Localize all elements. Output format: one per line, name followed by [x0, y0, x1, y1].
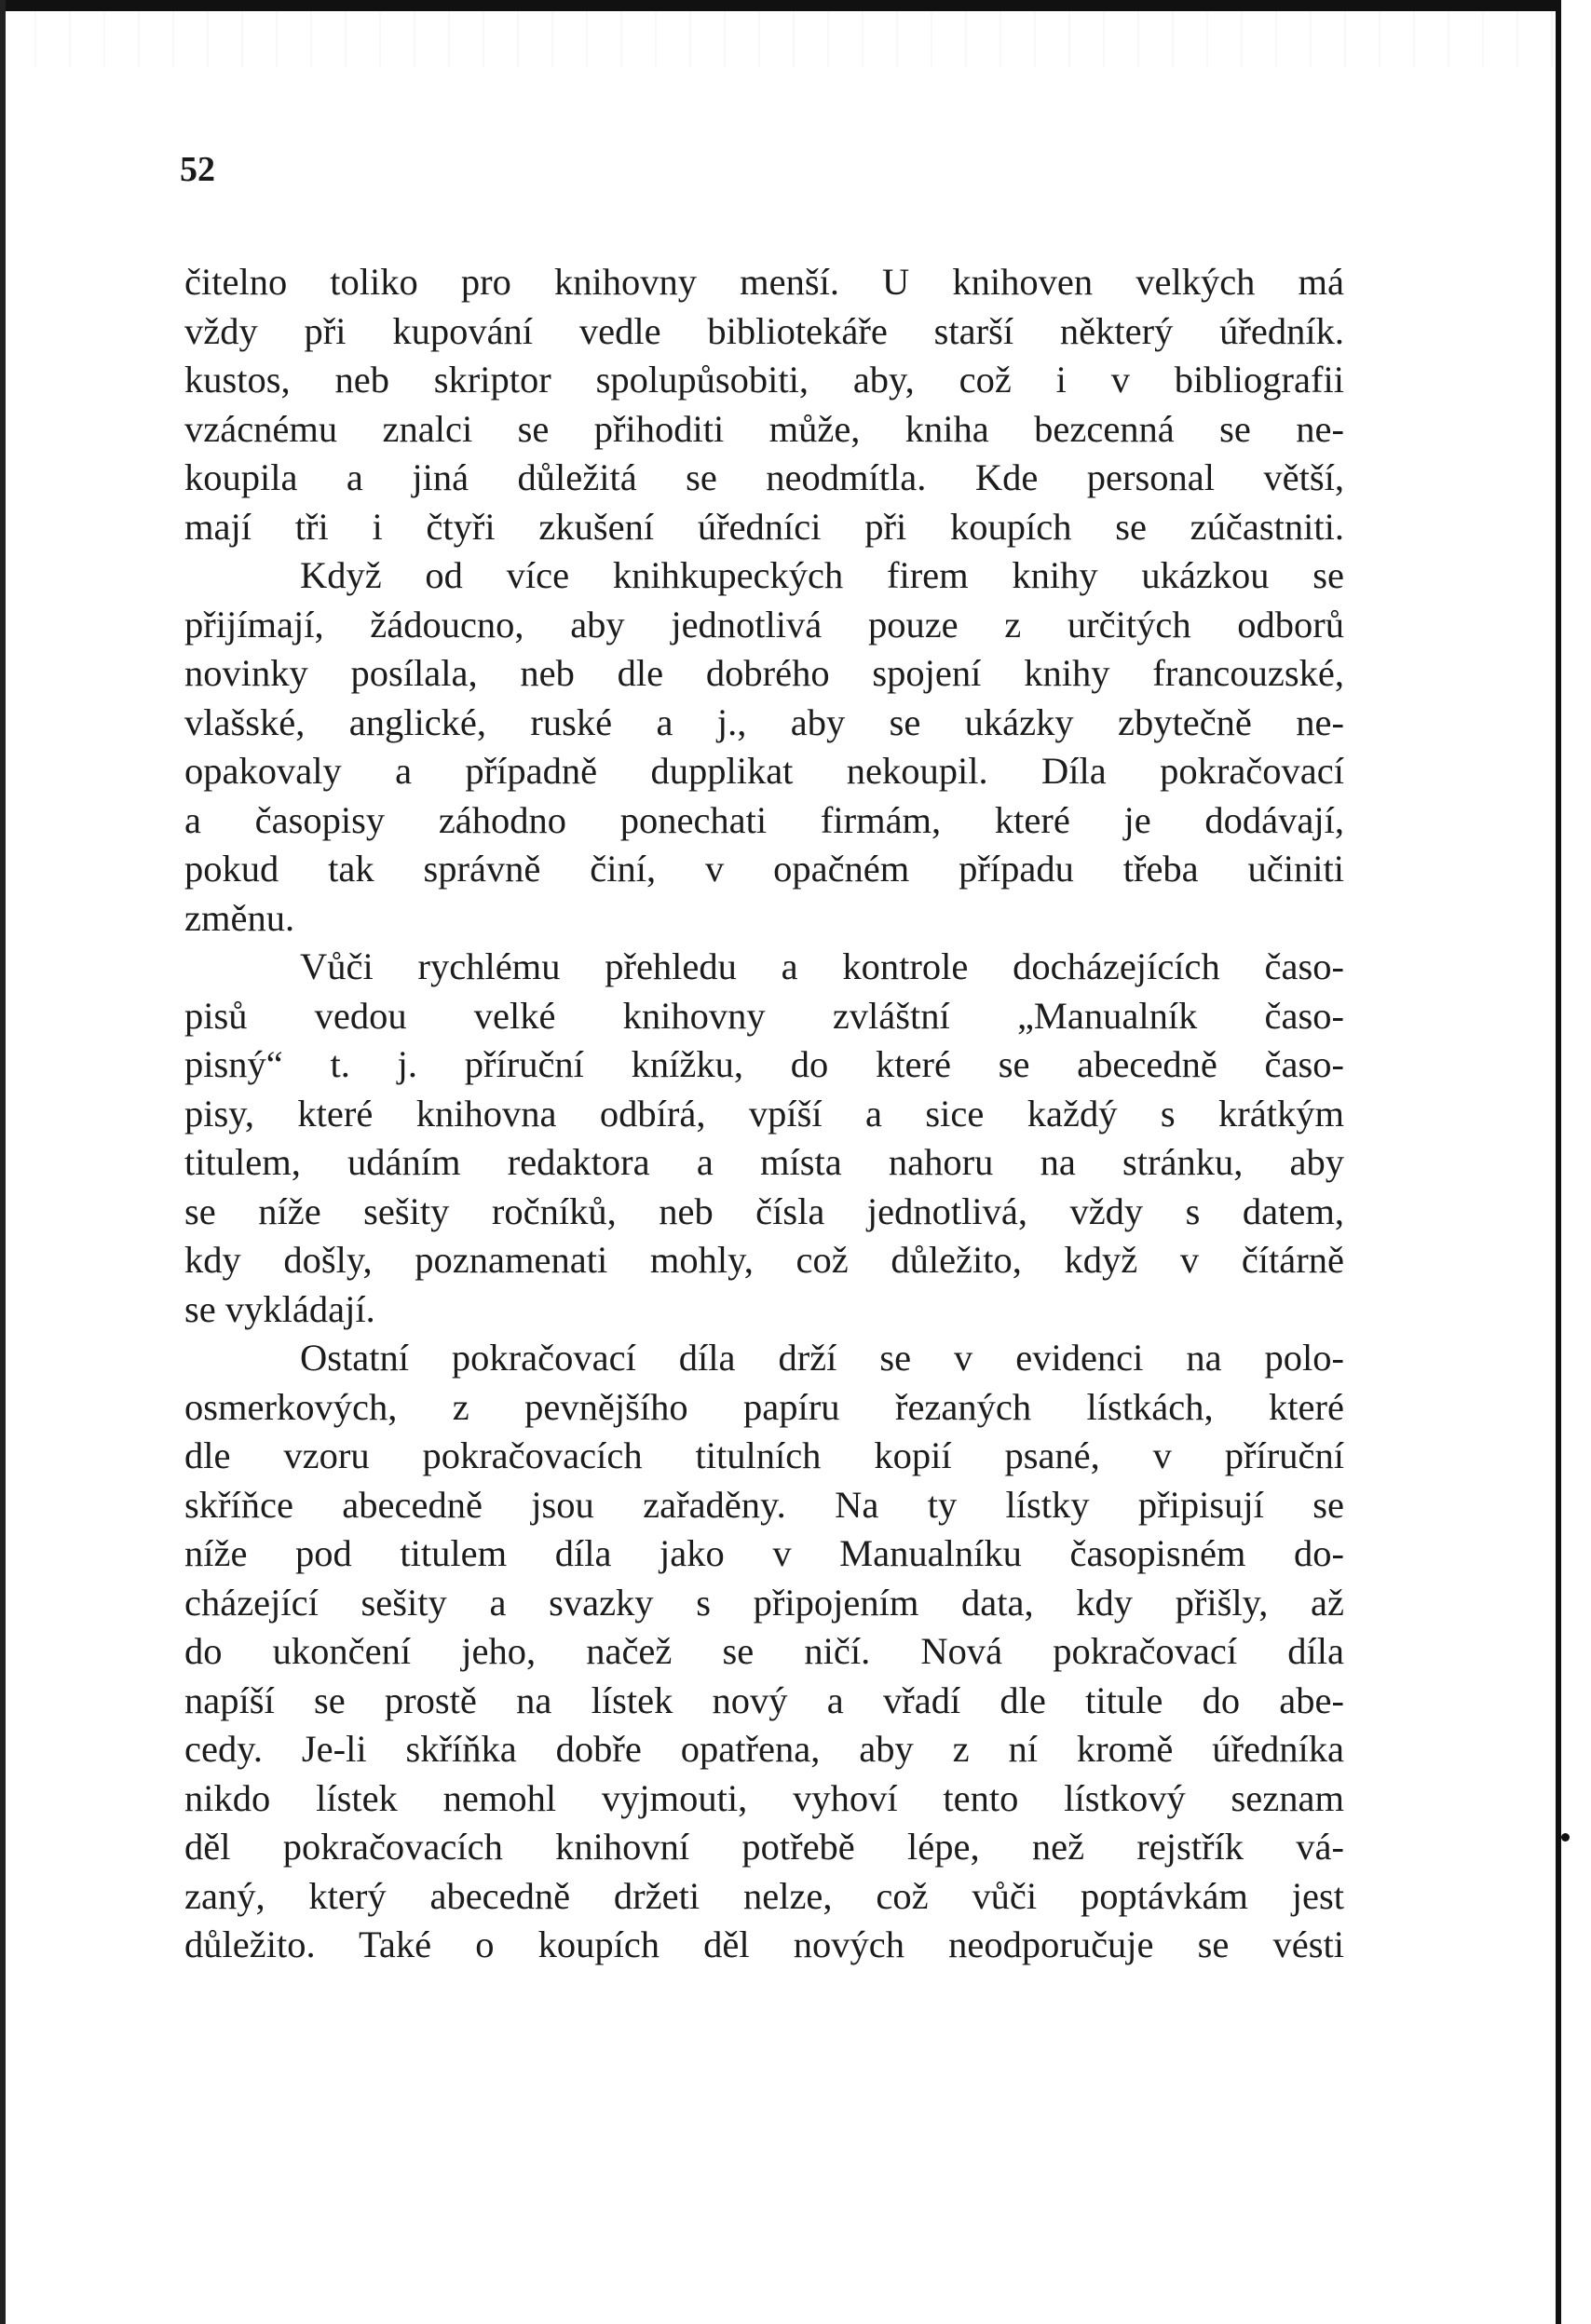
text-line: kustos, neb skriptor spolupůsobiti, aby, což i v bibliografii: [184, 359, 1344, 401]
text-line: cedy. Je-li skříňka dobře opatřena, aby z ní kromě úředníka: [184, 1728, 1344, 1770]
text-line: pokud tak správně činí, v opačném případu třeba učiniti: [184, 848, 1344, 890]
text-line: koupila a jiná důležitá se neodmítla. Kde personal větší,: [184, 456, 1344, 498]
text-line: pisy, které knihovna odbírá, vpíší a sice každý s krátkým: [184, 1092, 1344, 1135]
text-line: zaný, který abecedně držeti nelze, což vůči poptávkám jest: [184, 1874, 1344, 1917]
text-line: Vůči rychlému přehledu a kontrole docházejících časo-: [300, 945, 1344, 987]
scan-top-edge: [0, 0, 1591, 11]
text-line: mají tři i čtyři zkušení úředníci při koupích se zúčastniti.: [184, 505, 1344, 548]
scan-speck: [1561, 1833, 1570, 1842]
text-line: skříňce abecedně jsou zařaděny. Na ty lístky připisují se: [184, 1483, 1344, 1526]
page-number: 52: [180, 150, 215, 189]
text-line: a časopisy záhodno ponechati firmám, které je dodávají,: [184, 798, 1344, 841]
text-line: napíší se prostě na lístek nový a vřadí dle titule do abe-: [184, 1678, 1344, 1721]
text-line: vždy při kupování vedle bibliotekáře starší některý úředník.: [184, 309, 1344, 352]
text-line: níže pod titulem díla jako v Manualníku časopisném do-: [184, 1532, 1344, 1574]
text-line: přijímají, žádoucno, aby jednotlivá pouze z určitých odborů: [184, 603, 1344, 646]
text-line: novinky posílala, neb dle dobrého spojení knihy francouzské,: [184, 652, 1344, 694]
text-line: osmerkových, z pevnějšího papíru řezaných lístkách, které: [184, 1385, 1344, 1428]
text-line: změnu.: [184, 896, 295, 939]
scan-top-noise: [0, 11, 1591, 67]
text-line: Když od více knihkupeckých firem knihy ukázkou se: [300, 554, 1344, 596]
scan-left-edge: [0, 0, 6, 2324]
text-line: vlašské, anglické, ruské a j., aby se ukázky zbytečně ne-: [184, 700, 1344, 743]
text-line: do ukončení jeho, načež se ničí. Nová pokračovací díla: [184, 1630, 1344, 1672]
text-line: pisný“ t. j. příruční knížku, do které se abecedně časo-: [184, 1043, 1344, 1085]
text-line: titulem, udáním redaktora a místa nahoru na stránku, aby: [184, 1141, 1344, 1183]
text-line: Ostatní pokračovací díla drží se v evidenci na polo-: [300, 1337, 1344, 1379]
text-line: nikdo lístek nemohl vyjmouti, vyhoví tento lístkový seznam: [184, 1776, 1344, 1819]
text-line: dle vzoru pokračovacích titulních kopií psané, v příruční: [184, 1434, 1344, 1476]
text-line: kdy došly, poznamenati mohly, což důležito, když v čítárně: [184, 1239, 1344, 1281]
body-text: [184, 258, 1344, 1970]
text-line: se níže sešity ročníků, neb čísla jednotlivá, vždy s datem,: [184, 1189, 1344, 1232]
text-line: cházející sešity a svazky s připojením data, kdy přišly, až: [184, 1581, 1344, 1624]
text-line: se vykládají.: [184, 1287, 375, 1330]
text-line: pisů vedou velké knihovny zvláštní „Manualník časo-: [184, 994, 1344, 1037]
text-line: děl pokračovacích knihovní potřebě lépe, než rejstřík vá-: [184, 1826, 1344, 1868]
text-line: opakovaly a případně dupplikat nekoupil. Díla pokračovací: [184, 750, 1344, 792]
text-line: čitelno toliko pro knihovny menší. U knihoven velkých má: [184, 261, 1344, 303]
text-line: důležito. Také o koupích děl nových neodporučuje se vésti: [184, 1923, 1344, 1965]
scan-right-edge: [1556, 0, 1591, 2324]
text-line: vzácnému znalci se přihoditi může, kniha bezcenná se ne-: [184, 407, 1344, 450]
